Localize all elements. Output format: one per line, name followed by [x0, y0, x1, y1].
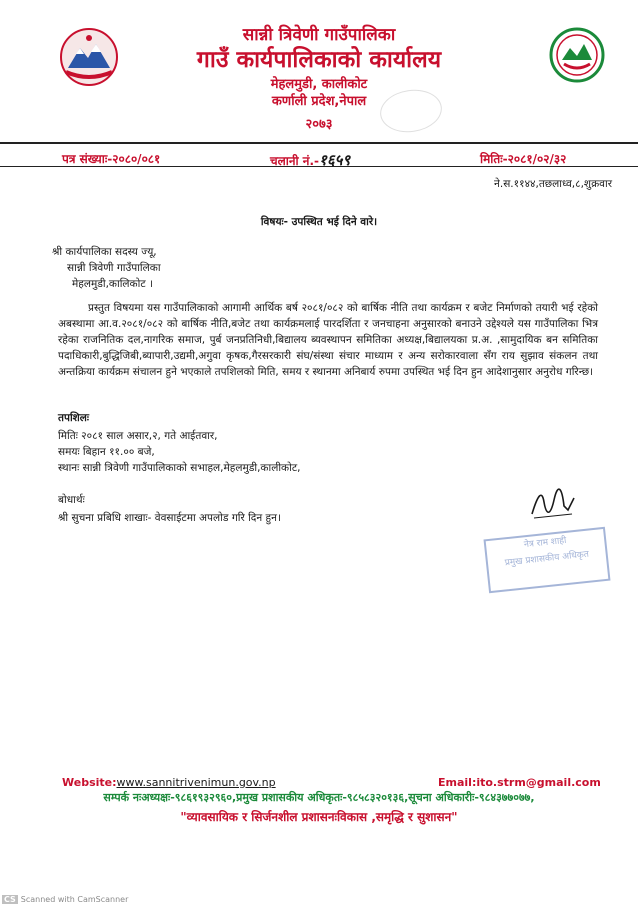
stamp-line-2: प्रमुख प्रशासकीय अधिकृत — [504, 549, 590, 569]
letter-body: प्रस्तुत विषयमा यस गाउँपालिकाको आगामी आर्थिक बर्ष २०८१/०८२ को बार्षिक नीति तथा कार्यक्रम र बजेट निर्माणको तयारी भई रहेको अबस्थामा आ.व.२०८१/०८२ को बार्षिक नीति,बजेट तथा कार्यक्रमलाई पारदर्शिता र जनचाहना अनुसारको बनाउने उद्देश्यले यस गाउँपालिका भित्र रहेका राजनितिक दल,नागरिक समाज, पुर्ब जनप्रतिनिधी,बिद्यालय ब्यवस्थापन समितिका अध्यक्ष,बिद्यालयका प्र.अ. ,सामुदायिक बन समितिका पदाधिकारी,बुद्धिजिबी,ब्यापारी,उद्यमी,अगुवा कृषक,गैरसरकारी संघ/संस्था संचार माध्याम र अन्य सरोकारवाला सँग राय सुझाव संकलन तथा अन्तक्रिया कार्यक्रम संचालन हुने भएकाले तपशिलको मिति, समय र स्थानमा अनिबार्य रुपमा उपस्थित भई दिन हुन आदेशानुसार अनुरोध गरिन्छ। — [58, 302, 598, 378]
handwritten-signature — [528, 484, 578, 528]
website-label: Website: — [62, 776, 117, 789]
scanner-text: Scanned with CamScanner — [20, 895, 129, 904]
recipient-line-2: सान्नी त्रिवेणी गाउँपालिका — [67, 262, 161, 274]
footer-email[interactable]: Email:ito.strm@gmail.com — [438, 776, 601, 789]
schedule-heading: तपशिलः — [58, 412, 90, 424]
footer-website — [62, 776, 276, 789]
dispatch-number-label: चलानी नं.- — [270, 154, 320, 168]
letter-subject: विषयः- उपस्थित भई दिने वारे। — [260, 216, 378, 228]
official-stamp — [484, 527, 611, 593]
cc-heading: बोधार्थः — [58, 494, 85, 506]
schedule-date: मितिः २०८१ साल असार,२, गते आईतवार, — [58, 430, 218, 442]
recipient-line-1: श्री कार्यपालिका सदस्य ज्यू, — [52, 246, 157, 258]
camscanner-icon: CS — [4, 895, 16, 904]
letter-number: पत्र संख्याः-२०८०/०८१ — [62, 152, 161, 166]
recipient-line-3: मेहलमुडी,कालिकोट । — [72, 278, 153, 290]
nepal-sambat-date: ने.स.११४४,तछलाध्व,८,शुक्रवार — [494, 178, 612, 190]
footer-slogan: "व्यावसायिक र सिर्जनशील प्रशासनःविकास ,समृद्धि र सुशासन" — [180, 810, 458, 824]
municipality-name: सान्नी त्रिवेणी गाउँपालिका — [242, 25, 396, 45]
schedule-place: स्थानः सान्नी त्रिवेणी गाउँपालिकाको सभाहल,मेहलमुडी,कालीकोट, — [58, 462, 301, 474]
schedule-time: समयः बिहान ११.०० बजे, — [58, 446, 155, 458]
dispatch-number — [270, 150, 350, 170]
website-link[interactable]: www.sannitrivenimun.gov.np — [116, 776, 276, 789]
header-divider-top — [0, 142, 638, 144]
address-line-2: कर्णाली प्रदेश,नेपाल — [271, 94, 367, 109]
letter-date: मितिः-२०८१/०२/३२ — [480, 152, 567, 166]
footer-contact: सम्पर्क नःअध्यक्षः-९८६१९३२९६०,प्रमुख प्रशासकीय अधिकृतः-९८५८३२०१३६,सूचना अधिकारीः-९८४३७७०७७, — [103, 791, 535, 804]
cc-line: श्री सुचना प्रबिधि शाखाः- वेवसाईटमा अपलोड गरि दिन हुन। — [58, 512, 281, 524]
establishment-year: २०७३ — [305, 117, 333, 132]
address-line-1: मेहलमुडी, कालीकोट — [270, 77, 368, 92]
office-title: गाउँ कार्यपालिकाको कार्यालय — [196, 47, 442, 73]
stamp-line-1: नेत्र राम शाही — [523, 535, 567, 551]
scanner-watermark — [2, 895, 128, 904]
dispatch-number-value: १६५९ — [319, 151, 351, 169]
